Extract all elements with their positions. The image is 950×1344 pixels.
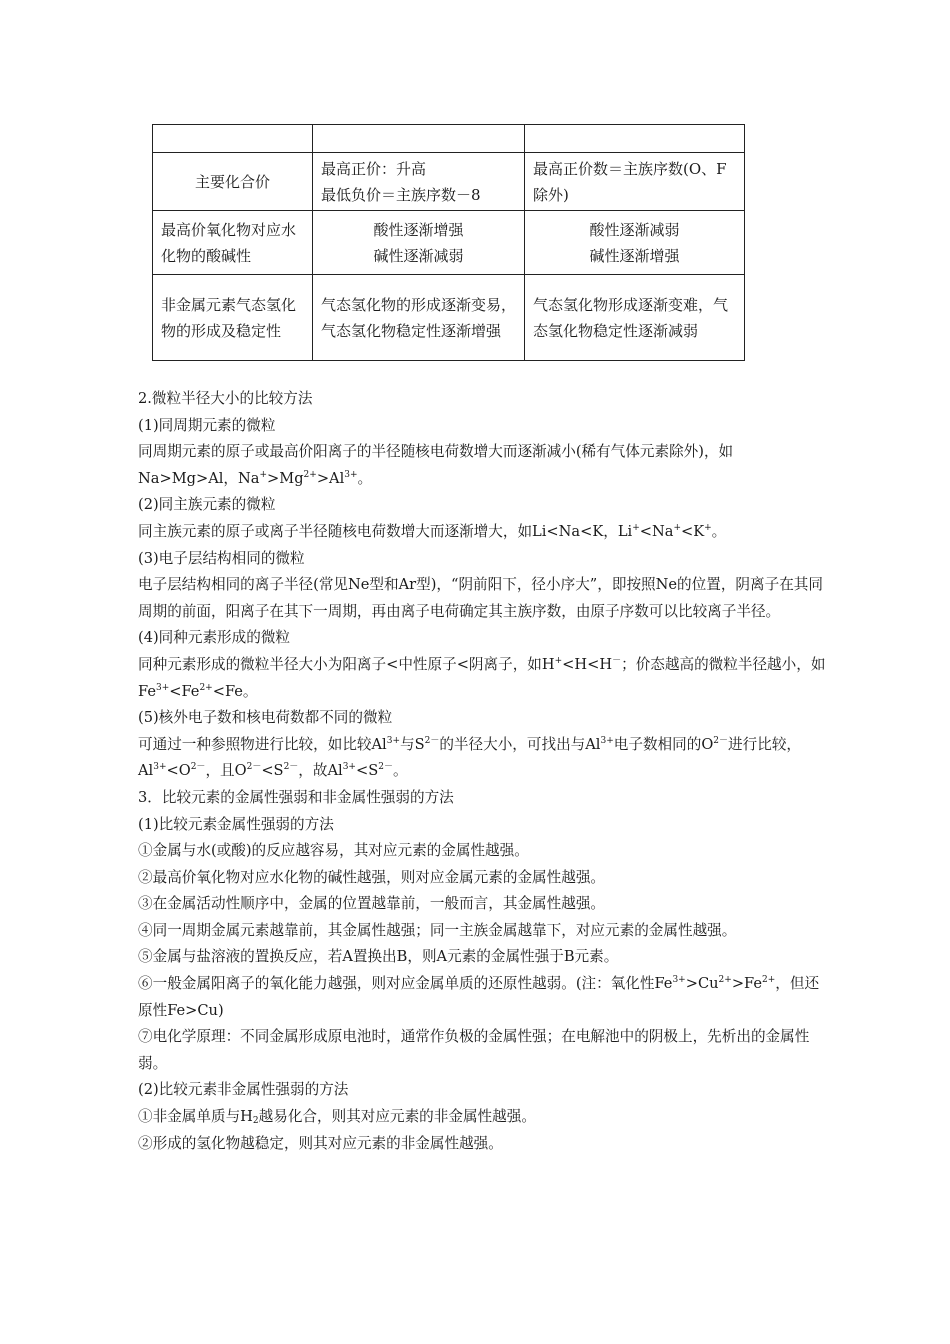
- paragraph: 电子层结构相同的离子半径(常见Ne型和Ar型)，“阴前阳下，径小序大”，即按照Ne的位置，阴离子在其同周期的前面，阳离子在其下一周期，再由离子电荷确定其主族序数，由原子序数可以比较离子半径。: [138, 576, 823, 620]
- section-heading: 2.微粒半径大小的比较方法: [138, 390, 313, 407]
- document-body: [138, 386, 828, 1157]
- table-cell: 酸性逐渐增强 碱性逐渐减弱: [313, 211, 525, 275]
- table-row-label: 最高价氧化物对应水化物的酸碱性: [153, 211, 313, 275]
- list-item: ②最高价氧化物对应水化物的碱性越强，则对应金属元素的金属性越强。: [138, 868, 606, 886]
- subsection-heading: (1)同周期元素的微粒: [138, 416, 276, 434]
- list-item: ④同一周期金属元素越靠前，其金属性越强；同一主族金属越靠下，对应元素的金属性越强。: [138, 921, 737, 939]
- paragraph: 同主族元素的原子或离子半径随核电荷数增大而逐渐增大，如Li<Na<K，Li+<Na+<K+。: [138, 522, 727, 540]
- table-cell: 酸性逐渐减弱 碱性逐渐增强: [525, 211, 745, 275]
- table-cell: 气态氢化物的形成逐渐变易，气态氢化物稳定性逐渐增强: [313, 275, 525, 361]
- subsection-heading: (5)核外电子数和核电荷数都不同的微粒: [138, 709, 393, 727]
- subsection-heading: (4)同种元素形成的微粒: [138, 629, 291, 647]
- table-cell: [153, 125, 313, 153]
- list-item: ②形成的氢化物越稳定，则其对应元素的非金属性越强。: [138, 1134, 503, 1152]
- table-cell: 最高正价：升高 最低负价＝主族序数－8: [313, 153, 525, 211]
- list-item: ⑦电化学原理：不同金属形成原电池时，通常作负极的金属性强；在电解池中的阴极上，先析出的金属性弱。: [138, 1028, 810, 1072]
- subsection-heading: (1)比较元素金属性强弱的方法: [138, 815, 334, 833]
- table-row-label: 非金属元素气态氢化物的形成及稳定性: [153, 275, 313, 361]
- table-cell: 气态氢化物形成逐渐变难，气态氢化物稳定性逐渐减弱: [525, 275, 745, 361]
- list-item: ①非金属单质与$H_2$越易化合，则其对应元素的非金属性越强。: [138, 1108, 536, 1127]
- table-row: [153, 153, 745, 211]
- table-row: [153, 275, 745, 361]
- paragraph: 可通过一种参照物进行比较，如比较$Al^{3+}$与$S^{2-}$的半径大小，可找出与$Al^{3+}$电子数相同的$O^{2-}$进行比较，$Al^{3+}<O^{2-}$，且$O^{2-}<S^{2-}$，故$Al^{3+}<S^{2-}$。: [138, 735, 802, 780]
- list-item: ⑤金属与盐溶液的置换反应，若A置换出B，则A元素的金属性强于B元素。: [138, 948, 619, 966]
- subsection-heading: (2)比较元素非金属性强弱的方法: [138, 1081, 349, 1099]
- section-heading: 3．比较元素的金属性强弱和非金属性强弱的方法: [138, 788, 454, 806]
- table-cell: [525, 125, 745, 153]
- list-item: ③在金属活动性顺序中，金属的位置越靠前，一般而言，其金属性越强。: [138, 895, 606, 913]
- list-item: ⑥一般金属阳离子的氧化能力越强，则对应金属单质的还原性越弱。(注：氧化性$Fe^{3+}>Cu^{2+}>Fe^{2+}$，但还原性Fe>Cu): [138, 975, 820, 1019]
- paragraph: 同种元素形成的微粒半径大小为阳离子<中性原子<阴离子，如H+<H<H－；价态越高的微粒半径越小，如$Fe^{3+}<Fe^{2+}<Fe$。: [138, 655, 826, 700]
- table-cell: 最高正价数＝主族序数(O、F 除外): [525, 153, 745, 211]
- subsection-heading: (2)同主族元素的微粒: [138, 496, 276, 514]
- table-cell: [313, 125, 525, 153]
- table-row: [153, 125, 745, 153]
- subsection-heading: (3)电子层结构相同的微粒: [138, 549, 305, 567]
- comparison-table: [152, 124, 745, 361]
- table-row: [153, 211, 745, 275]
- list-item: ①金属与水(或酸)的反应越容易，其对应元素的金属性越强。: [138, 842, 529, 860]
- paragraph: 同周期元素的原子或最高价阳离子的半径随核电荷数增大而逐渐减小(稀有气体元素除外)，如Na>Mg>Al，$Na^+>Mg^{2+}>Al^{3+}$。: [138, 443, 734, 487]
- table-row-label: 主要化合价: [153, 153, 313, 211]
